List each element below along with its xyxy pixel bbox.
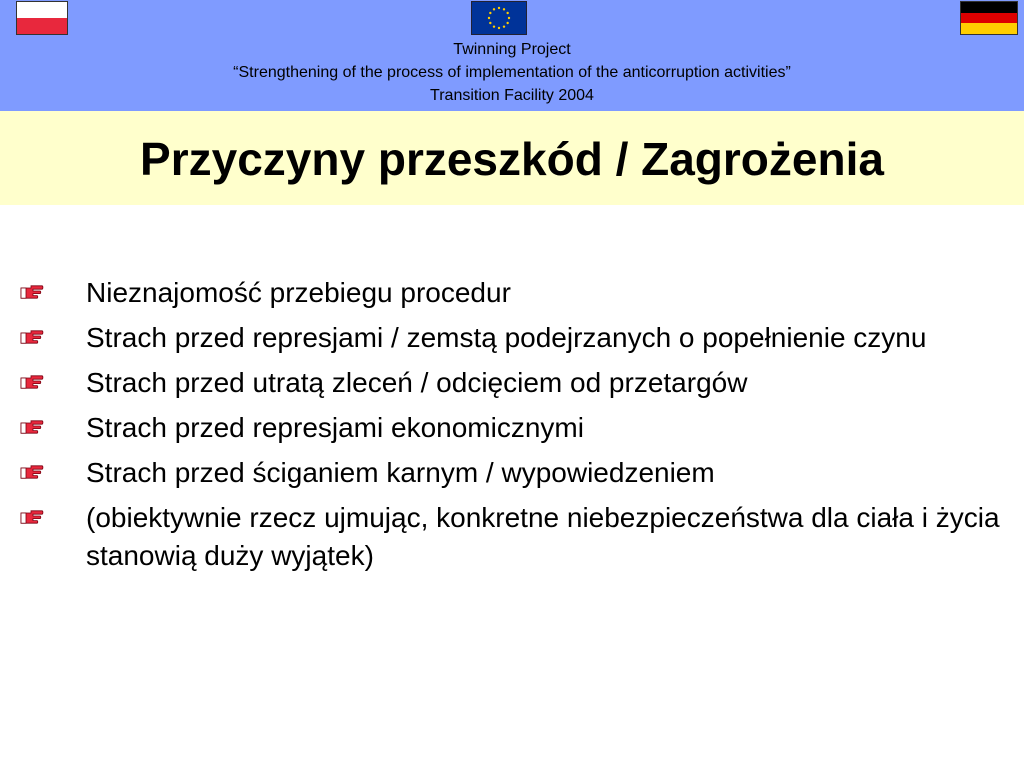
list-item bbox=[0, 454, 1024, 492]
pointing-hand-icon bbox=[20, 330, 44, 344]
bullet-text: (obiektywnie rzecz ujmując, konkretne niebezpieczeństwa dla ciała i życia stanowią duży wyjątek) bbox=[86, 502, 1000, 571]
eu-flag-icon bbox=[471, 1, 527, 35]
title-band bbox=[0, 111, 1024, 205]
germany-flag-icon bbox=[960, 1, 1018, 35]
bullet-text: Strach przed represjami / zemstą podejrzanych o popełnienie czynu bbox=[86, 322, 927, 353]
list-item bbox=[0, 364, 1024, 402]
bullet-text: Strach przed utratą zleceń / odcięciem od przetargów bbox=[86, 367, 748, 398]
list-item bbox=[0, 409, 1024, 447]
pointing-hand-icon bbox=[20, 375, 44, 389]
slide-title: Przyczyny przeszkód / Zagrożenia bbox=[140, 133, 884, 185]
pointing-hand-icon bbox=[20, 420, 44, 434]
list-item bbox=[0, 319, 1024, 357]
project-name: Twinning Project bbox=[453, 41, 571, 58]
bullet-text: Strach przed ściganiem karnym / wypowiedzeniem bbox=[86, 457, 715, 488]
project-facility: Transition Facility 2004 bbox=[430, 87, 594, 104]
list-item bbox=[0, 499, 1024, 575]
bullet-list bbox=[0, 274, 1024, 582]
pointing-hand-icon bbox=[20, 285, 44, 299]
bullet-text: Nieznajomość przebiegu procedur bbox=[86, 277, 511, 308]
project-info bbox=[0, 38, 1024, 107]
pointing-hand-icon bbox=[20, 510, 44, 524]
header-band bbox=[0, 0, 1024, 111]
poland-flag-icon bbox=[16, 1, 68, 35]
pointing-hand-icon bbox=[20, 465, 44, 479]
project-subtitle: “Strengthening of the process of implementation of the anticorruption activities” bbox=[233, 64, 791, 81]
list-item bbox=[0, 274, 1024, 312]
bullet-text: Strach przed represjami ekonomicznymi bbox=[86, 412, 584, 443]
